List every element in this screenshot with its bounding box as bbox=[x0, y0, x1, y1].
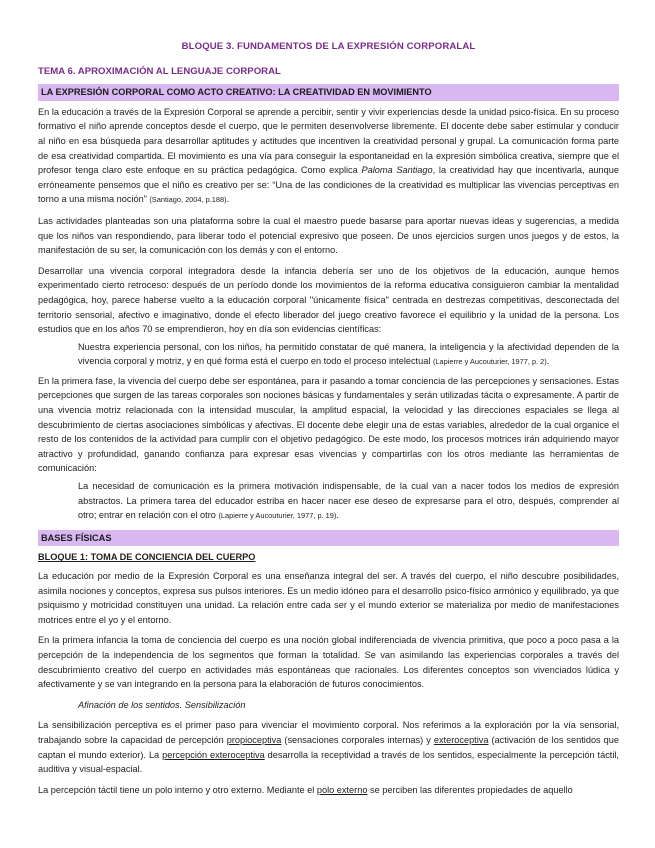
paragraph-7-text-b: (sensaciones corporales internas) y bbox=[281, 734, 434, 745]
paragraph-7-text-a: La sensibilización perceptiva es el primer paso para vivenciar el movimiento corporal. Nos referimos a la exploración por la vía sensorial, trabajando sobre la capacidad de percepción bbox=[38, 720, 619, 745]
paragraph-5: La educación por medio de la Expresión Corporal es una enseñanza integral del ser. A través del cuerpo, el niño descubre posibilidades, asimila nociones y conceptos, expresa sus pulsos interiores. Es un medio idóneo para el desarrollo psico-físico armónico y equilibrado, ya que psiquismo y motricidad constituyen una unidad. La relación entre cada ser y el mundo exterior se materializa por medio de manifestaciones motrices entre el yo y el entorno. bbox=[38, 571, 619, 625]
term-exteroceptiva: exteroceptiva bbox=[433, 734, 489, 745]
paragraph-8 bbox=[38, 783, 619, 798]
paragraph-8-text-b: se perciben las diferentes propiedades de aquello bbox=[367, 784, 573, 795]
author-name: Paloma Santiago bbox=[361, 165, 433, 176]
quote-2 bbox=[78, 479, 619, 524]
paragraph-8-text-a: La percepción táctil tiene un polo interno y otro externo. Mediante el bbox=[38, 784, 317, 795]
paragraph-1 bbox=[38, 105, 619, 208]
quote-1-text: Nuestra experiencia personal, con los niños, ha permitido constatar de qué manera, la inteligencia y la afectividad dependen de la vivencia corporal y motriz, y en qué forma está el cuerpo en todo el proceso intelectual bbox=[78, 341, 619, 367]
paragraph-4: En la primera fase, la vivencia del cuerpo debe ser espontánea, para ir pasando a tomar conciencia de las percepciones y sensaciones. Estas percepciones que surgen de las tareas corporales son nociones básicas y fundamentales y serán utilizadas tácita o expresamente. A partir de una vivencia motriz relacionada con la intensidad muscular, la amplitud espacial, la velocidad y las direcciones espaciales se llega al descubrimiento de ciertas asociaciones simbólicas y afectivas. El docente debe elegir una de estas variables, alrededor de la cual organice el resto de los contenidos de la actividad para cumplir con el objetivo pedagógico. De este modo, los procesos motrices irán adquiriendo mayor atractivo y profundidad, ganando confianza para expresar esas vivencias y compartirlas con los otros mediante las herramientas de comunicación: bbox=[38, 375, 619, 474]
paragraph-7 bbox=[38, 718, 619, 776]
term-propioceptiva: propioceptiva bbox=[226, 734, 282, 745]
paragraph-1-text-c: . bbox=[226, 194, 230, 205]
section-title: TEMA 6. APROXIMACIÓN AL LENGUAJE CORPORAL bbox=[38, 65, 281, 77]
paragraph-3: Desarrollar una vivencia corporal integradora desde la infancia debería ser uno de los objetivos de la educación, aunque hemos experimentado cierto retroceso: después de un período donde los movimientos de la reforma educativa consiguieron cambiar la mentalidad pedagógica, hoy, parece haberse vuelto a la educación corporal "únicamente física" centrada en destrezas competitivas, desconectada del territorio sensorial, afectivo e imaginativo, donde el efecto liberador del juego creativo favorece el equilibrio y la unidad de la persona. Los estudios que en los años 70 se emprendieron, hoy en día son evidencias científicas: bbox=[38, 265, 619, 335]
paragraph-6: En la primera infancia la toma de conciencia del cuerpo es una noción global indiferenciada de vivencia primitiva, que poco a poco pasa a la percepción de la independencia de los segmentos que forman la totalidad. Se van asimilando las experiencias corporales a través del descubrimiento creativo del cuerpo en actividades más espontáneas que racionales. Los diferentes conceptos son vivenciados lúdica y afectivamente y se van integrando en la persona para la elaboración de futuros conocimientos. bbox=[38, 635, 619, 690]
paragraph-7-text-d: desarrolla la receptividad a través de los sentidos, especialmente la percepción táctil, auditiva y visual-espacial. bbox=[38, 749, 619, 775]
quote-2-text: La necesidad de comunicación es la primera motivación indispensable, de la cual van a nacer todos los medios de expresión abstractos. La primera tarea del educador estriba en hacer nacer ese deseo de expresarse para el otro, después, comprender al otro; entrar en relación con el otro bbox=[78, 481, 619, 521]
term-polo-externo: polo externo bbox=[316, 784, 368, 795]
quote-1-end: . bbox=[546, 356, 550, 367]
paragraph-2: Las actividades planteadas son una plataforma sobre la cual el maestro puede basarse para aportar nuevas ideas y sugerencias, a medida que los niños van respondiendo, para liberar todo el potencial expresivo que poseen. De unos ejercicios surgen unos juegos y de estos, la manifestación de su ser, la comunicación con los demás y con el entorno. bbox=[38, 215, 619, 256]
paragraph-1-text-b: , la creatividad hay que incentivarla, aunque erróneamente pensemos que el niño es creativo per se: “Una de las condiciones de la creatividad es multiplicar las vivencias perceptivas en torno a una misma noción” bbox=[38, 165, 619, 205]
paragraph-1-text-a: En la educación a través de la Expresión Corporal se aprende a percibir, sentir y vivir experiencias desde la unidad psico-física. En su proceso formativo el niño aprende conceptos desde el cuerpo, que le permiten desenvolverse libremente. El docente debe saber estimular y conducir al niño en esa búsqueda para desarrollar aptitudes y actitudes que incentiven la creatividad personal y grupal. La comunicación forma parte de esa creatividad compartida. El movimiento es una vía para conseguir la espontaneidad en la expresión simbólica creativa, siempre que el profesor tenga claro este enfoque en su práctica pedagógica. Como explica bbox=[38, 106, 619, 176]
quote-1 bbox=[78, 340, 619, 370]
document-title: BLOQUE 3. FUNDAMENTOS DE LA EXPRESIÓN CORPORALAL bbox=[181, 41, 476, 52]
paragraph-7-text-c: (activación de los sentidos que captan el mundo exterior). La bbox=[38, 734, 619, 760]
section-band-creativity: LA EXPRESIÓN CORPORAL COMO ACTO CREATIVO: LA CREATIVIDAD EN MOVIMIENTO bbox=[38, 84, 619, 101]
section-band-bases: BASES FÍSICAS bbox=[38, 530, 619, 547]
subsection-title: Afinación de los sentidos. Sensibilización bbox=[78, 699, 246, 710]
quote-2-end: . bbox=[336, 510, 339, 521]
citation-santiago: (Santiago, 2004, p.188) bbox=[149, 195, 227, 205]
term-percepcion-exteroceptiva: percepción exteroceptiva bbox=[162, 749, 265, 760]
citation-lapierre-2: (Lapierre y Aucouturier, 1977, p. 19) bbox=[218, 511, 337, 521]
citation-lapierre-1: (Lapierre y Aucouturier, 1977, p. 2) bbox=[432, 357, 547, 367]
block-heading: BLOQUE 1: TOMA DE CONCIENCIA DEL CUERPO bbox=[38, 552, 256, 563]
